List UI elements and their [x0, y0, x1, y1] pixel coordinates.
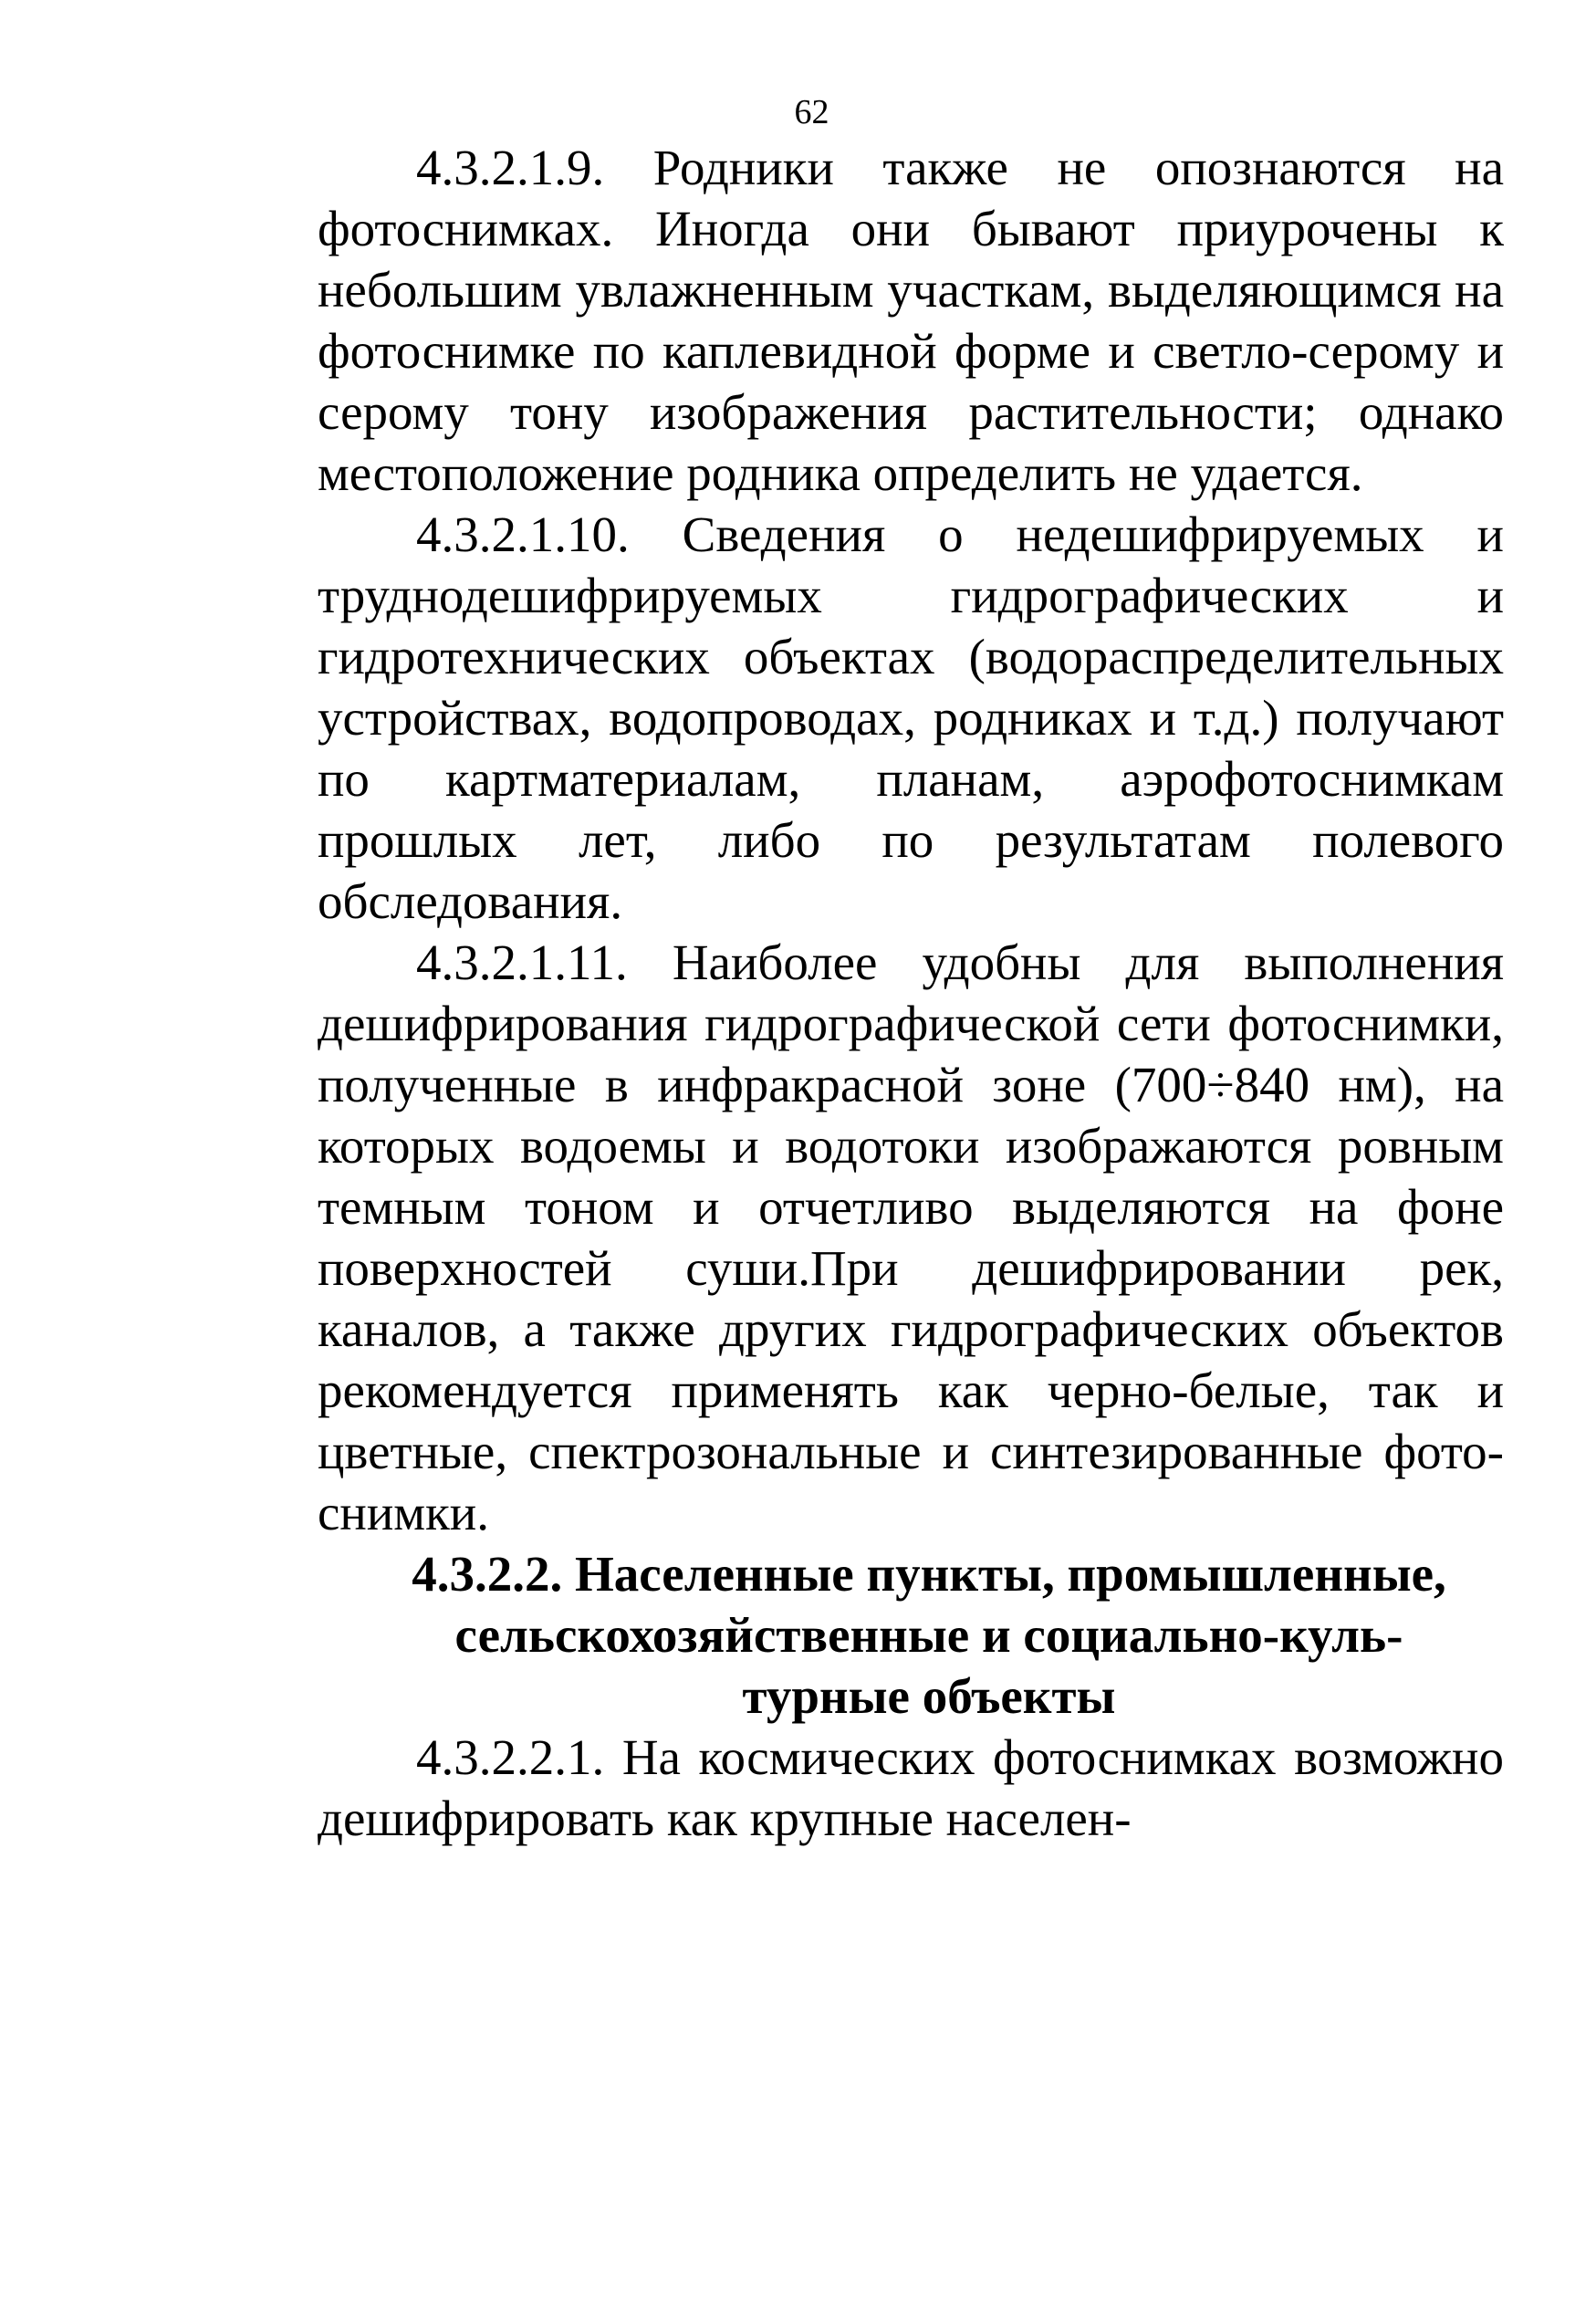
heading-line: 4.3.2.2. Населенные пункты, промышленные,	[412, 1546, 1446, 1602]
paragraph-4-3-2-1-9: 4.3.2.1.9. Родники также не опознаются на фотоснимках. Иногда они бывают приурочены к небольшим увлажненным участкам, выделяющимся на фотоснимке по каплевидной форме и светло-серому и серому тону изображения растительности; однако местоположение родника определить не удается.	[318, 140, 1504, 501]
heading-line: сельскохозяйственные и социально-куль-	[454, 1607, 1403, 1663]
paragraph-4-3-2-2-1: 4.3.2.2.1. На космических фотоснимках возможно дешифрировать как крупные населен-	[318, 1729, 1504, 1846]
heading-line: турные объекты	[742, 1668, 1116, 1724]
page-number: 62	[794, 93, 829, 131]
section-heading-4-3-2-2	[318, 1543, 1504, 1727]
paragraph-4-3-2-1-10: 4.3.2.1.10. Сведения о недешифрируемых и труднодешифрируемых гидрографических и гидротехнических объектах (водораспределительных устройствах, водопроводах, родниках и т.д.) получают по картматериалам, планам, аэрофотоснимкам прошлых лет, либо по результатам полевого обследования.	[318, 506, 1504, 929]
body-text	[318, 137, 1504, 1849]
paragraph-4-3-2-1-11: 4.3.2.1.11. Наиболее удобны для выполнения дешифрирования гидрографической сети фотоснимки, полученные в инфракрасной зоне (700÷840 нм), на которых водоемы и водотоки изображаются ровным темным тоном и отчетливо выделяются на фоне поверхностей суши.При дешифрировании рек, каналов, а также других гидрографических объектов рекомендуется применять как черно-белые, так и цветные, спектрозональные и синтезированные фотоснимки.	[318, 934, 1504, 1540]
